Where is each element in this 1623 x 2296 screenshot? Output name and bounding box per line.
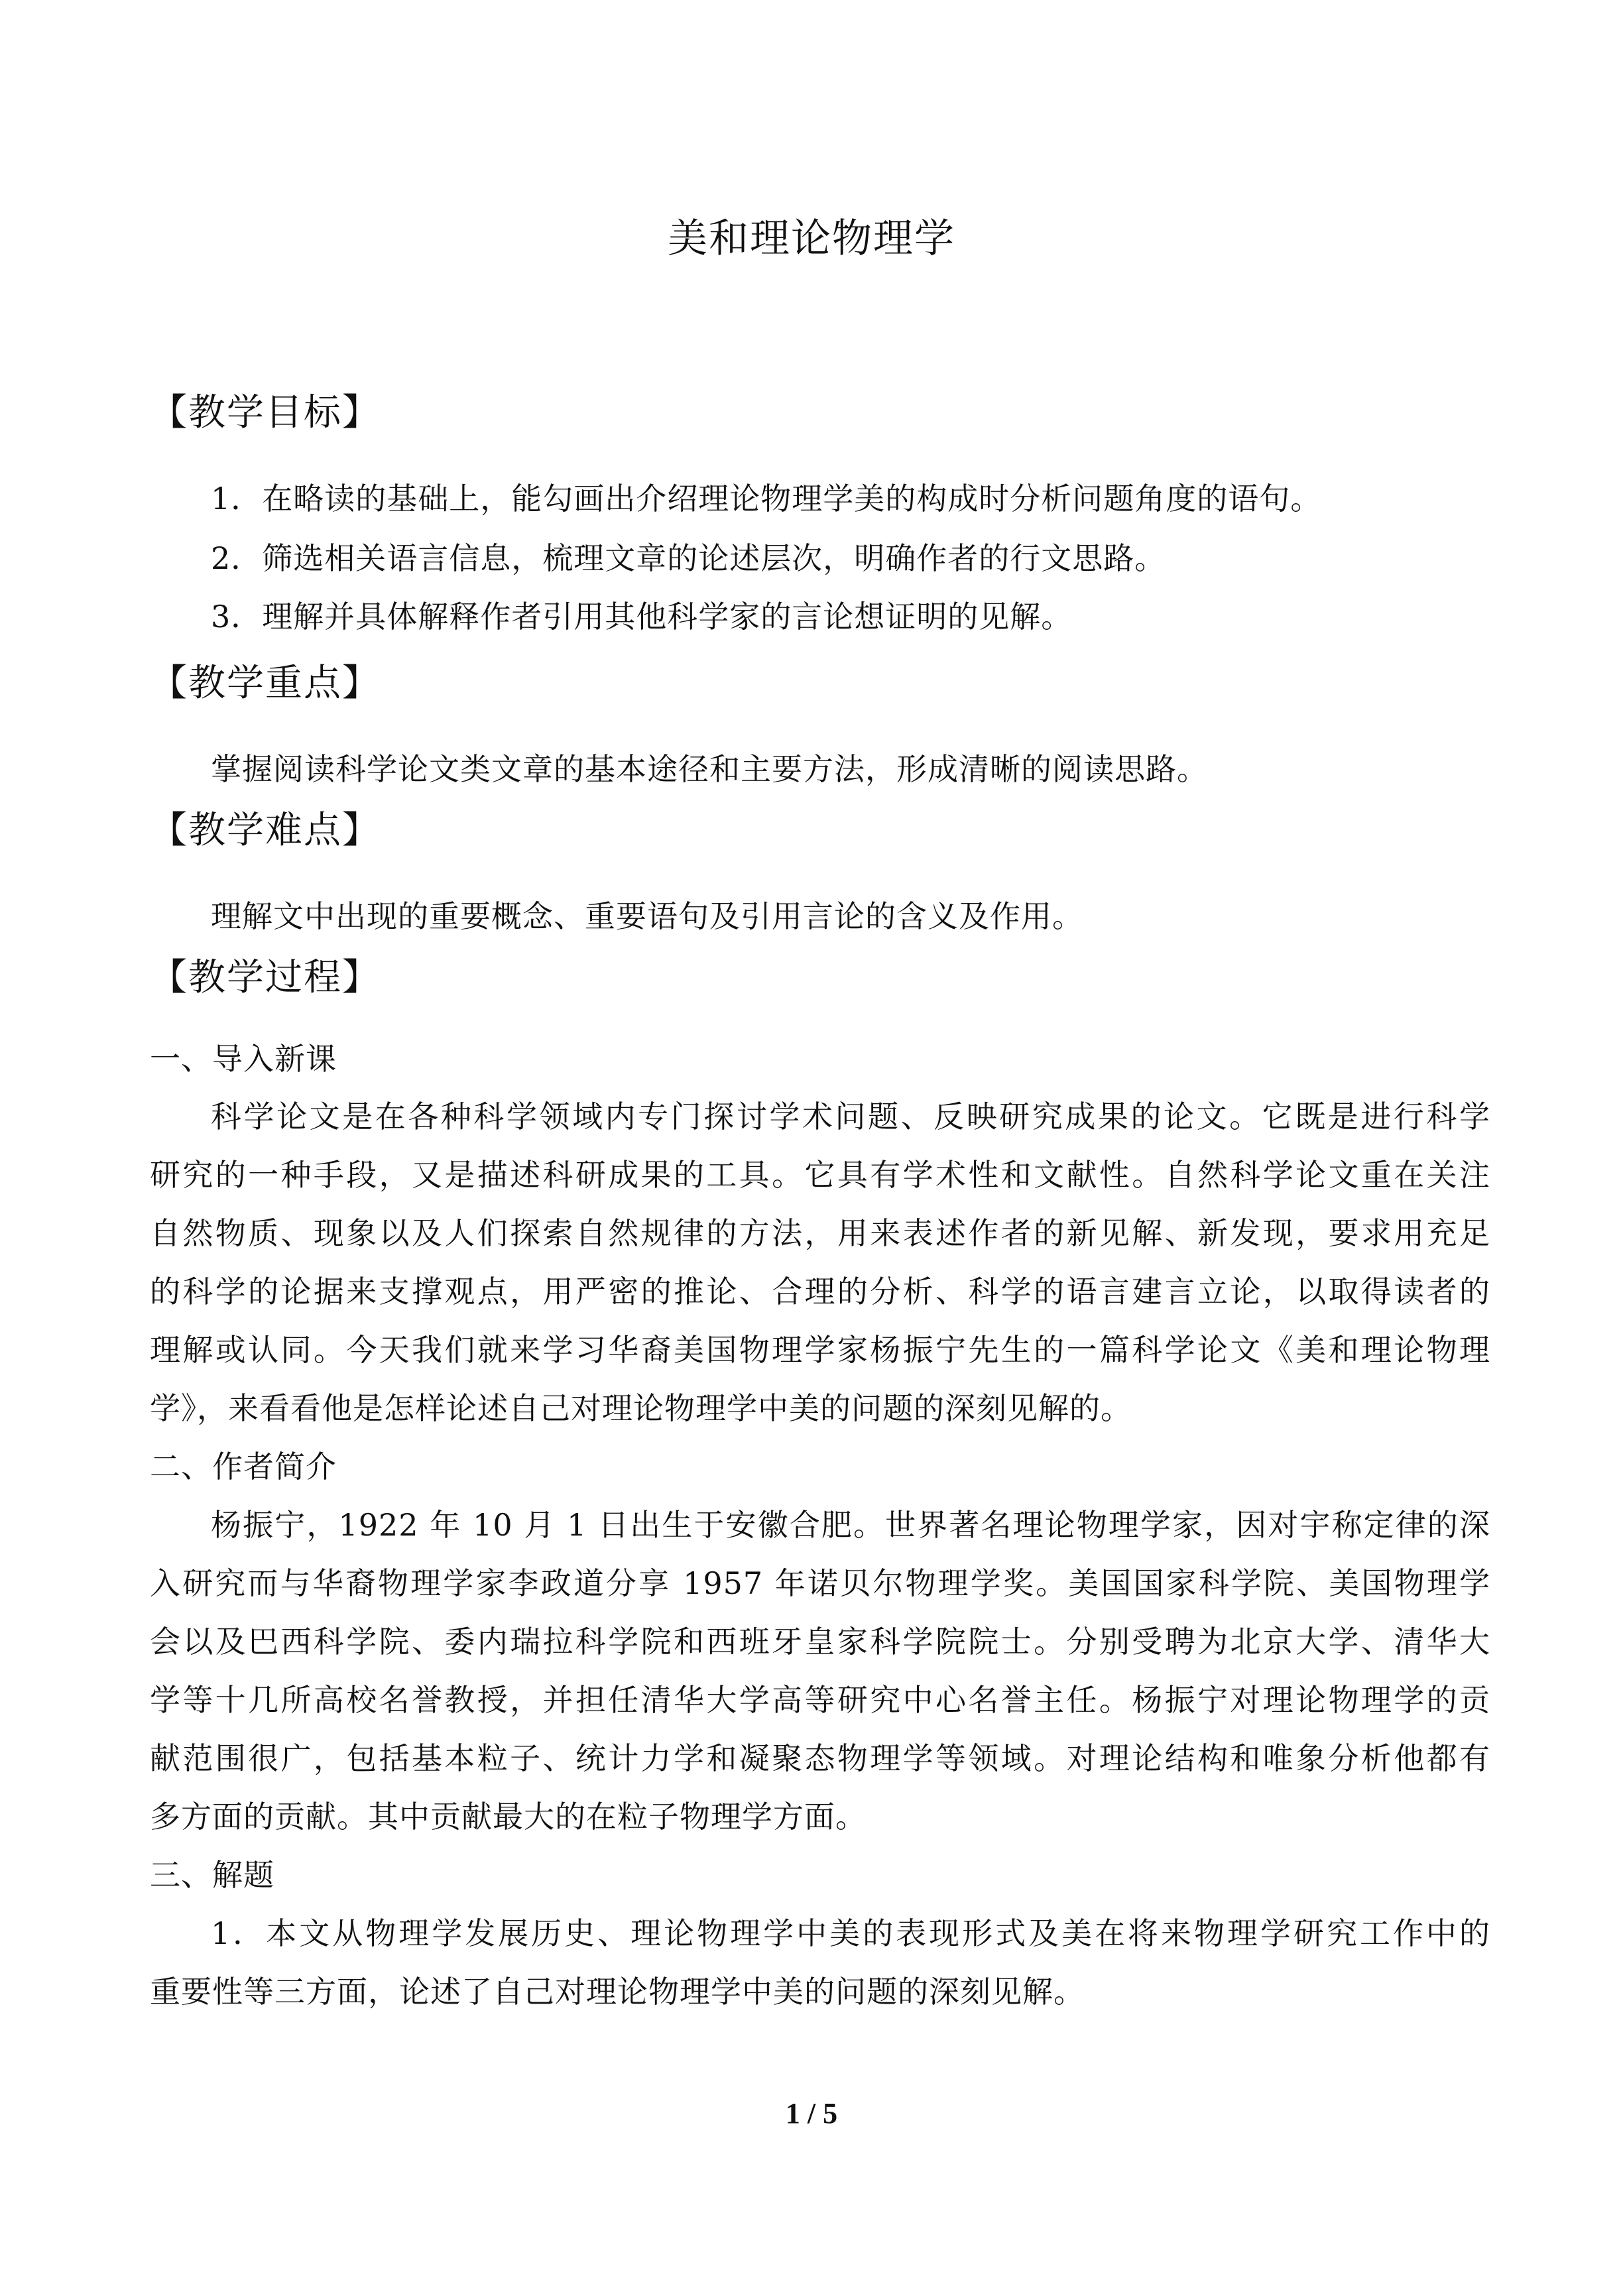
subsection-title-intro: 一、导入新课 — [150, 1041, 337, 1077]
difficulties-text: 理解文中出现的重要概念、重要语句及引用言论的含义及作用。 — [211, 898, 1083, 934]
author-line: 入研究而与华裔物理学家李政道分享 1957 年诺贝尔物理学奖。美国国家科学院、美国物理学 — [150, 1565, 1490, 1601]
subsection-title-author: 二、作者简介 — [150, 1449, 337, 1484]
subsection-title-analysis: 三、解题 — [150, 1857, 274, 1893]
heading-process: 【教学过程】 — [150, 956, 381, 999]
intro-line: 研究的一种手段，又是描述科研成果的工具。它具有学术性和文献性。自然科学论文重在关注 — [150, 1157, 1490, 1193]
intro-line: 的科学的论据来支撑观点，用严密的推论、合理的分析、科学的语言建言立论，以取得读者的 — [150, 1274, 1490, 1309]
intro-line: 理解或认同。今天我们就来学习华裔美国物理学家杨振宁先生的一篇科学论文《美和理论物理 — [150, 1332, 1490, 1368]
author-line: 多方面的贡献。其中贡献最大的在粒子物理学方面。 — [150, 1799, 867, 1835]
analysis-line: 重要性等三方面，论述了自己对理论物理学中美的问题的深刻见解。 — [150, 1974, 1085, 2010]
author-line: 献范围很广，包括基本粒子、统计力学和凝聚态物理学等领域。对理论结构和唯象分析他都有 — [150, 1740, 1490, 1776]
intro-line: 学》，来看看他是怎样论述自己对理论物理学中美的问题的深刻见解的。 — [150, 1390, 1132, 1426]
intro-line: 自然物质、现象以及人们探索自然规律的方法，用来表述作者的新见解、新发现，要求用充足 — [150, 1215, 1490, 1251]
objective-item: 1．在略读的基础上，能勾画出介绍理论物理学美的构成时分析问题角度的语句。 — [211, 481, 1322, 516]
heading-difficulties: 【教学难点】 — [150, 809, 381, 852]
heading-objectives: 【教学目标】 — [150, 391, 381, 434]
key-points-text: 掌握阅读科学论文类文章的基本途径和主要方法，形成清晰的阅读思路。 — [211, 751, 1208, 787]
author-line: 学等十几所高校名誉教授，并担任清华大学高等研究中心名誉主任。杨振宁对理论物理学的贡 — [150, 1682, 1490, 1718]
author-line: 会以及巴西科学院、委内瑞拉科学院和西班牙皇家科学院院士。分别受聘为北京大学、清华大 — [150, 1624, 1490, 1660]
analysis-line: 1．本文从物理学发展历史、理论物理学中美的表现形式及美在将来物理学研究工作中的 — [211, 1915, 1490, 1951]
author-line: 杨振宁，1922 年 10 月 1 日出生于安徽合肥。世界著名理论物理学家，因对宇称定律的深 — [211, 1507, 1490, 1543]
page-title: 美和理论物理学 — [668, 215, 955, 262]
intro-line: 科学论文是在各种科学领域内专门探讨学术问题、反映研究成果的论文。它既是进行科学 — [211, 1099, 1490, 1134]
heading-key-points: 【教学重点】 — [150, 662, 381, 705]
objective-item: 2．筛选相关语言信息，梳理文章的论述层次，明确作者的行文思路。 — [211, 540, 1166, 576]
page-number: 1 / 5 — [785, 2097, 838, 2130]
objective-item: 3．理解并具体解释作者引用其他科学家的言论想证明的见解。 — [211, 599, 1073, 634]
